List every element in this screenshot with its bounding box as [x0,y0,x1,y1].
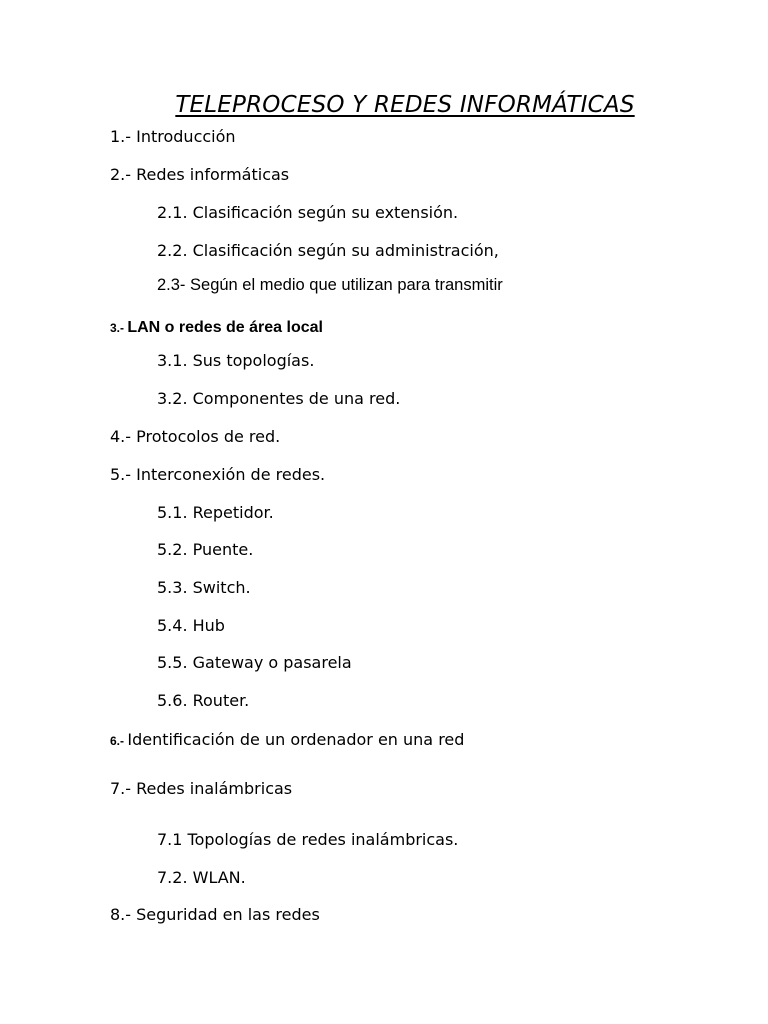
toc-item-5-6: 5.6. Router. [157,691,250,710]
toc-item-7: 7.- Redes inalámbricas [110,779,293,798]
toc-item-3-1: 3.1. Sus topologías. [157,351,315,370]
toc-item-2-1: 2.1. Clasificación según su extensión. [157,203,459,222]
toc-item-5-3: 5.3. Switch. [157,578,251,597]
toc-item-5-1: 5.1. Repetidor. [157,503,274,522]
toc-item-6 [110,730,464,751]
toc-item-5-4: 5.4. Hub [157,616,225,635]
toc-item-3-label: LAN o redes de área local [127,319,323,336]
toc-item-7-1: 7.1 Topologías de redes inalámbricas. [157,830,459,849]
toc-item-4: 4.- Protocolos de red. [110,427,281,446]
toc-item-7-2: 7.2. WLAN. [157,868,246,887]
toc-item-5-2: 5.2. Puente. [157,540,254,559]
toc-item-3 [110,317,323,338]
toc-item-2: 2.- Redes informáticas [110,165,290,184]
toc-item-5: 5.- Interconexión de redes. [110,465,326,484]
toc-item-8: 8.- Seguridad en las redes [110,905,320,924]
document-title: TELEPROCESO Y REDES INFORMÁTICAS [175,92,635,118]
toc-item-3-number: 3.- [110,321,128,335]
toc-item-1: 1.- Introducción [110,127,236,146]
toc-item-2-3: 2.3- Según el medio que utilizan para transmitir [157,276,503,294]
toc-item-3-2: 3.2. Componentes de una red. [157,389,401,408]
toc-item-6-label: Identificación de un ordenador en una red [127,730,465,749]
toc-item-6-number: 6.- [110,734,128,748]
toc-item-2-2: 2.2. Clasificación según su administración, [157,241,499,260]
toc-item-5-5: 5.5. Gateway o pasarela [157,653,352,672]
